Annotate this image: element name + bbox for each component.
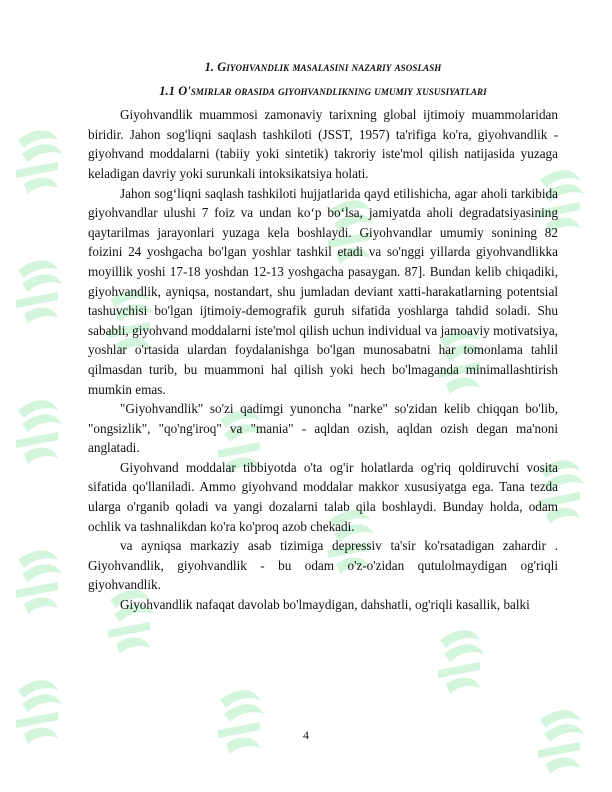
- paragraph: Giyohvand moddalar tibbiyotda o'ta og'ir holatlarda og'riq qoldiruvchi vosita sifatida qo'llaniladi. Ammo giyohvand moddalar makkor xususiyatga ega. Tana tezda ularga o'rganib qoladi va yangi dozalarni talab qila boshlaydi. Bunday holda, odam ochlik va tashnalikdan ko'ra ko'proq azob chekadi.: [88, 459, 558, 534]
- paragraph: Giyohvandlik nafaqat davolab bo'lmaydigan, dahshatli, og'riqli kasallik, balki: [120, 597, 530, 613]
- document-body: [88, 58, 558, 615]
- subsection-heading: 1.1 O'smirlar orasida giyohvandlikning umumiy xususiyatlari: [159, 83, 487, 98]
- leaf-logo-watermark: [16, 260, 62, 324]
- leaf-logo-watermark: [438, 630, 484, 694]
- leaf-logo-watermark: [16, 130, 62, 194]
- paragraph: Jahon sog‘liqni saqlash tashkiloti hujjatlarida qayd etilishicha, agar aholi tarkibida giyohvandlar ulushi 7 foiz va undan ko‘p bo‘lsa, jamiyatda aholi degradatsiyasining qaytarilmas jarayonlari yuzaga kela boshlaydi. Giyohvandlar umumiy sonining 82 foizini 24 yoshgacha bo'lgan yoshlar tashkil etadi va so'nggi yillarda giyohvandlikka moyillik yoshi 17-18 yoshdan 12-13 yoshgacha pasaygan. 87]. Bundan kelib chiqadiki, giyohvandlik, ayniqsa, nostandart, shu jumladan deviant xatti-harakatlarning potentsial tashuvchisi bo'lgan ijtimoiy-demografik guruh sifatida yoshlarga tahdid soladi. Shu sababli, giyohvand moddalarni iste'mol qilish uchun individual va jamoaviy motivatsiya, yoshlar o'rtasida ulardan foydalanishga bo'lgan munosabatni har tomonlama tahlil qilmasdan turib, bu muammoni hal qilish yoki hech bo'lmaganda minimallashtirish mumkin emas.: [88, 185, 558, 397]
- leaf-logo-watermark: [16, 550, 62, 614]
- paragraph: va ayniqsa markaziy asab tizimiga depressiv ta'sir ko'rsatadigan zahardir . Giyohvandlik, giyohvandlik - bu odam o'z-o'zidan qutulolmaydigan og'riqli giyohvandlik.: [88, 538, 558, 593]
- leaf-logo-watermark: [218, 690, 264, 754]
- paragraph: "Giyohvandlik" so'zi qadimgi yunoncha "narke" so'zidan kelib chiqqan bo'lib, "ongsizlik", "qo'ng'iroq" va "mania" - aqldan ozish, aqldan ozish degan ma'noni anglatadi.: [88, 401, 558, 456]
- page-number: 4: [303, 728, 309, 742]
- section-heading: 1. Giyohvandlik masalasini nazariy asoslash: [204, 60, 442, 74]
- leaf-logo-watermark: [16, 400, 62, 464]
- paragraph: Giyohvandlik muammosi zamonaviy tarixning global ijtimoiy muammolaridan biridir. Jahon sog'liqni saqlash tashkiloti (JSST, 1957) ta'rifiga ko'ra, giyohvandlik - giyohvand moddalarni (tabiiy yoki sintetik) takroriy iste'mol qilish natijasida yuzaga keladigan davriy yoki surunkali intoksikatsiya holati.: [88, 107, 558, 181]
